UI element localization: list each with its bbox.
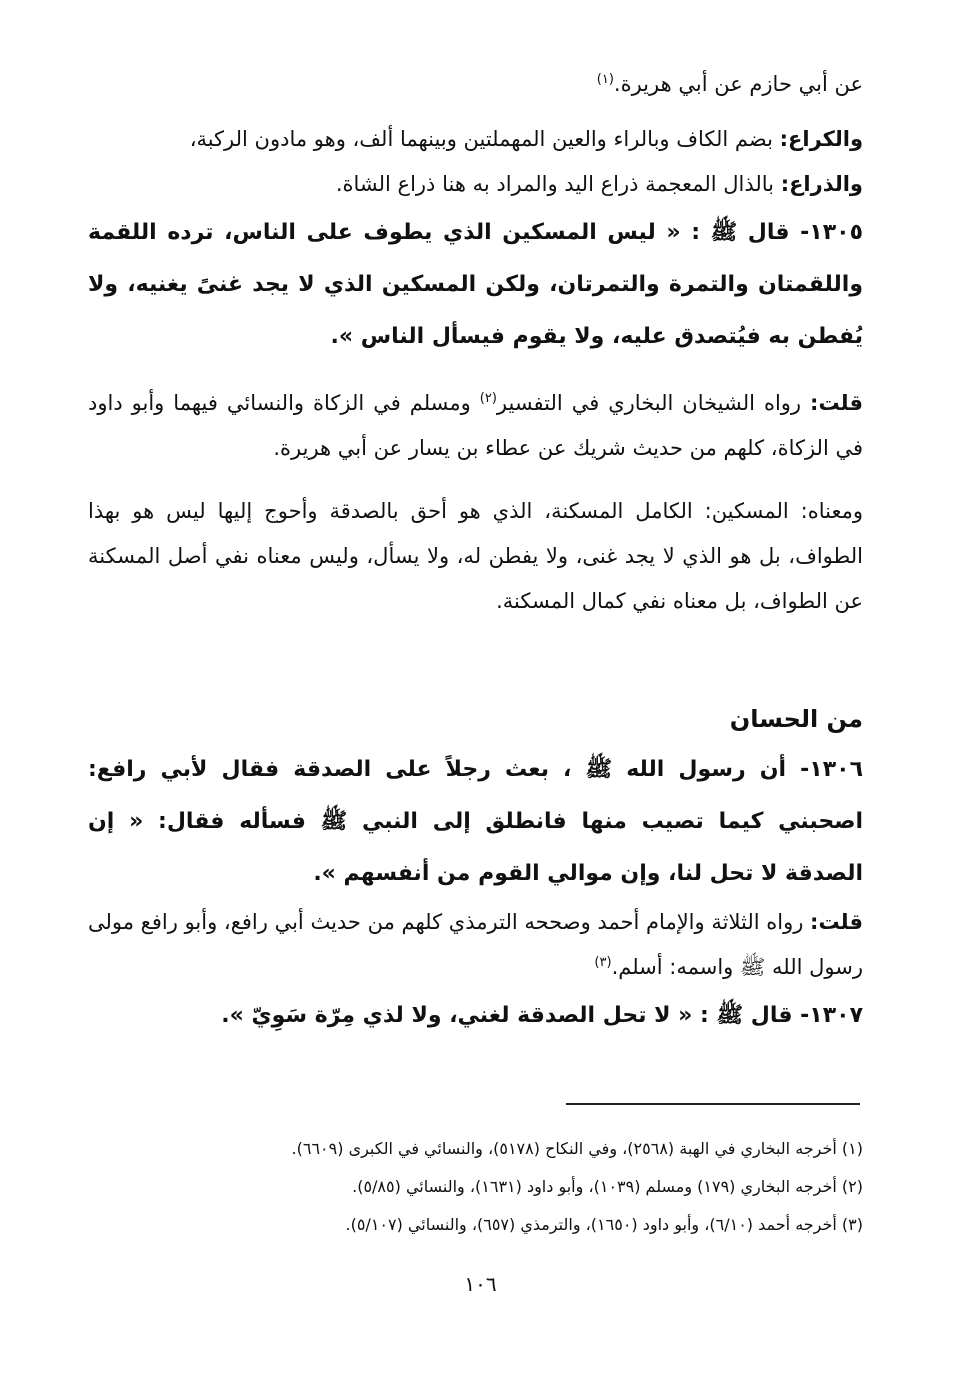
commentary-text-b: ومسلم في الزكاة والنسائي فيهما وأبو داود في الزكاة، كلهم من حديث شريك عن عطاء بن يسار عن أبي هريرة. — [88, 391, 863, 460]
hadith-1305: ١٣٠٥- قال ﷺ : « ليس المسكين الذي يطوف على الناس، ترده اللقمة واللقمتان والتمرة والتمرتان، ولكن المسكين الذي لا يجد غنىً يغنيه، ولا يُفطن به فيُتصدق عليه، ولا يقوم فيسأل الناس ». — [88, 220, 863, 349]
definition-dhira-text: بالذال المعجمة ذراع اليد والمراد به هنا ذراع الشاة. — [335, 172, 781, 196]
hadith-1306: ١٣٠٦- أن رسول الله ﷺ ، بعث رجلاً على الصدقة فقال لأبي رافع: اصحبني كيما تصيب منها فانطلق إلى النبي ﷺ فسأله فقال: « إن الصدقة لا تحل لنا، وإن موالي القوم من أنفسهم ». — [88, 757, 863, 886]
footnote-2: (٢) أخرجه البخاري (١٧٩) ومسلم (١٠٣٩)، وأبو داود (١٦٣١)، والنسائي (٥/٨٥). — [352, 1177, 863, 1196]
page-number: ١٠٦ — [464, 1272, 497, 1296]
commentary-label: قلت: — [810, 391, 863, 415]
paragraph-continuation — [88, 62, 863, 107]
footnote-ref-3[interactable]: (٣) — [594, 955, 612, 970]
meaning-paragraph: ومعناه: المسكين: الكامل المسكنة، الذي هو أحق بالصدقة وأحوج إليها ليس هو بهذا الطواف، بل هو الذي لا يجد غنى، ولا يفطن له، ولا يسأل، وليس معناه نفي أصل المسكنة عن الطواف، بل معناه نفي كمال المسكنة. — [88, 499, 863, 613]
definition-dhira — [88, 162, 863, 207]
commentary-text: رواه الثلاثة والإمام أحمد وصححه الترمذي كلهم من حديث أبي رافع، وأبو رافع مولى رسول الله ﷺ واسمه: أسلم. — [88, 910, 863, 979]
footnote-ref-1[interactable]: (١) — [596, 72, 614, 87]
commentary-text-a: رواه الشيخان البخاري في التفسير — [496, 391, 811, 415]
definition-kura — [88, 117, 863, 162]
footnote-1: (١) أخرجه البخاري في الهبة (٢٥٦٨)، وفي النكاح (٥١٧٨)، والنسائي في الكبرى (٦٦٠٩). — [291, 1139, 863, 1158]
footnote-divider — [566, 1103, 860, 1105]
footnote-ref-2[interactable]: (٢) — [479, 391, 497, 406]
footnote-3: (٣) أخرجه أحمد (٦/١٠)، وأبو داود (١٦٥٠)، والترمذي (٦٥٧)، والنسائي (٥/١٠٧). — [345, 1215, 863, 1234]
commentary-1305 — [88, 381, 863, 471]
term-dhira: والذراع: — [780, 172, 863, 196]
hadith-1307: ١٣٠٧- قال ﷺ : « لا تحل الصدقة لغني، ولا لذي مِرّة سَوِيّ ». — [221, 1003, 863, 1028]
commentary-label: قلت: — [810, 910, 863, 934]
term-kura: والكراع: — [779, 127, 863, 151]
commentary-1306 — [88, 900, 863, 990]
page-body — [88, 62, 863, 1042]
continuation-text: عن أبي حازم عن أبي هريرة. — [613, 72, 863, 96]
definition-kura-text: بضم الكاف وبالراء والعين المهملتين وبينهما ألف، وهو مادون الركبة، — [189, 127, 780, 151]
section-heading: من الحسان — [729, 705, 863, 733]
footnotes — [88, 1130, 863, 1244]
